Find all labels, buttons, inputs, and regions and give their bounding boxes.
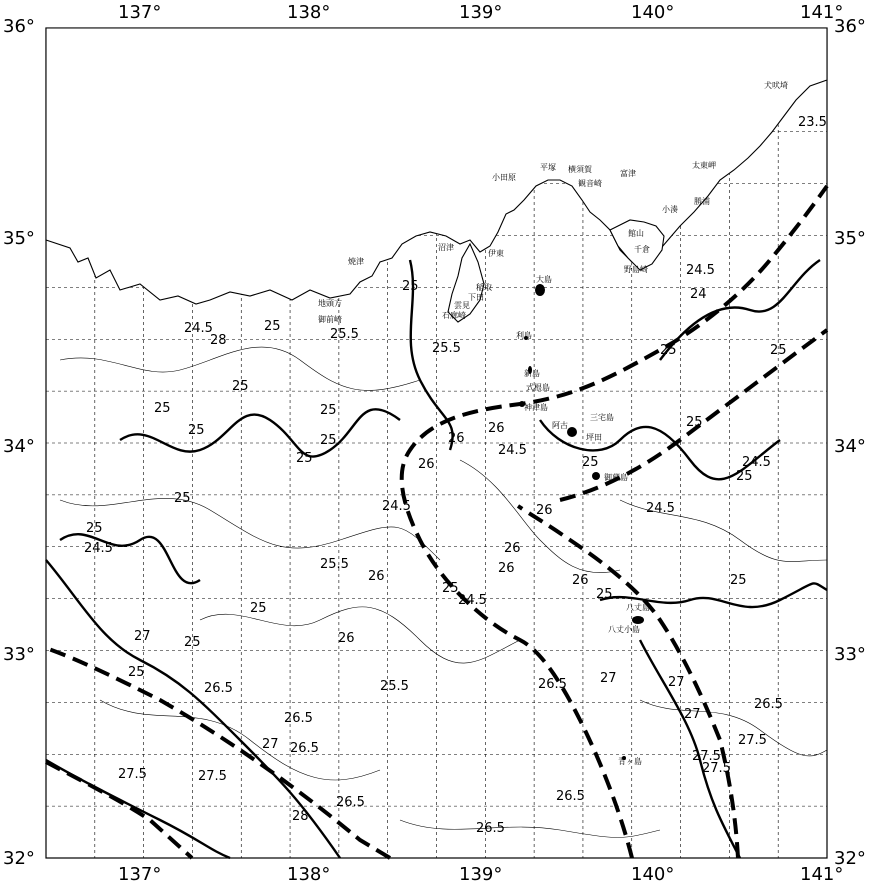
lat-label-right: 32°: [834, 848, 866, 869]
lon-label-bottom: 140°: [631, 864, 675, 885]
isotherm-label: 24.5: [458, 593, 487, 608]
isotherm-label: 27.5: [702, 761, 731, 776]
lat-label-right: 33°: [834, 644, 866, 665]
place-label-mikurajima: 御蔵島: [604, 473, 628, 482]
isotherm-label: 25: [402, 279, 419, 294]
isotherm-label: 26: [504, 541, 521, 556]
isotherm-label: 25: [184, 635, 201, 650]
isotherm-label: 25: [86, 521, 103, 536]
place-label-inatori: 稲取: [476, 283, 492, 292]
lon-label-top: 138°: [287, 2, 331, 23]
lon-label-bottom: 138°: [287, 864, 331, 885]
lon-label-bottom: 139°: [459, 864, 503, 885]
place-label-inubosaki: 犬吠埼: [764, 81, 788, 90]
place-label-shikinejima: 式根島: [526, 383, 550, 392]
isotherm-label: 25: [296, 451, 313, 466]
isotherm-label: 26.5: [284, 711, 313, 726]
lon-label-bottom: 137°: [118, 864, 162, 885]
isotherm-label: 27.5: [118, 767, 147, 782]
isotherm-label: 25.5: [330, 327, 359, 342]
isotherm-label: 27: [262, 737, 279, 752]
place-label-ito: 伊東: [488, 249, 504, 258]
place-label-hachijokojima: 八丈小島: [608, 625, 640, 634]
place-label-nojimazaki: 野島崎: [624, 265, 648, 274]
isotherm-label: 26: [338, 631, 355, 646]
isotherm-label: 26: [448, 431, 465, 446]
place-label-odawara: 小田原: [492, 173, 516, 182]
isotherm-label: 25: [660, 343, 677, 358]
isotherm-label: 24.5: [686, 263, 715, 278]
isotherm-label: 26.5: [476, 821, 505, 836]
isotherm-label: 25: [596, 587, 613, 602]
lat-label-right: 36°: [834, 16, 866, 37]
isotherm-line: [660, 260, 820, 360]
isotherm-label: 26: [498, 561, 515, 576]
mikurajima-island: [592, 472, 600, 480]
isotherm-label: 25: [320, 433, 337, 448]
place-label-kominato: 小湊: [662, 205, 678, 214]
isotherm-label: 25.5: [432, 341, 461, 356]
isotherm-label: 27.5: [198, 769, 227, 784]
place-label-numazu: 沼津: [438, 243, 454, 252]
lat-label-right: 35°: [834, 228, 866, 249]
place-label-ako: 阿古: [552, 421, 568, 430]
isotherm-label: 24: [690, 287, 707, 302]
isotherm-label: 24.5: [184, 321, 213, 336]
place-label-katsuura: 勝浦: [694, 197, 710, 206]
isotherm-label: 28: [292, 809, 309, 824]
isotherm-label: 26.5: [556, 789, 585, 804]
isotherm-label: 25: [264, 319, 281, 334]
place-label-toshima: 利島: [516, 331, 532, 340]
isotherm-label: 27: [668, 675, 685, 690]
lon-label-top: 141°: [800, 2, 844, 23]
lon-label-top: 140°: [631, 2, 675, 23]
place-label-kannonzaki: 観音崎: [578, 179, 602, 188]
place-label-shimoda: 下田: [468, 293, 484, 302]
isotherm-label: 25: [686, 415, 703, 430]
place-label-aogashima: 青ヶ島: [618, 757, 642, 766]
isotherm-label: 26: [488, 421, 505, 436]
isotherm-label: 26.5: [336, 795, 365, 810]
isotherm-line: [200, 607, 520, 663]
isotherm-label: 25: [730, 573, 747, 588]
place-label-irozaki: 石廊崎: [442, 311, 466, 320]
place-label-chitokata: 地頭方: [318, 299, 342, 308]
lat-label-left: 33°: [3, 644, 35, 665]
isotherm-label: 25: [736, 469, 753, 484]
lon-label-top: 139°: [459, 2, 503, 23]
isotherm-label: 26: [572, 573, 589, 588]
place-label-yokosuka: 横須賀: [568, 165, 592, 174]
isotherm-label: 24.5: [646, 501, 675, 516]
lat-label-left: 36°: [3, 16, 35, 37]
place-label-oshima: 大島: [536, 275, 552, 284]
isotherm-label: 26.5: [754, 697, 783, 712]
isotherm-label: 24.5: [498, 443, 527, 458]
place-label-tsubota: 坪田: [586, 433, 602, 442]
isotherm-label: 25: [582, 455, 599, 470]
isotherm-label: 25: [174, 491, 191, 506]
miyakejima-island: [567, 427, 577, 437]
current-axis: [46, 648, 390, 858]
isotherm-line: [640, 700, 827, 756]
isotherm-label: 25: [232, 379, 249, 394]
isotherm-label: 25.5: [320, 557, 349, 572]
isotherm-label: 27.5: [692, 749, 721, 764]
isotherm-label: 26: [418, 457, 435, 472]
isotherm-label: 27.5: [738, 733, 767, 748]
isotherm-label: 25: [188, 423, 205, 438]
isotherm-label: 25: [770, 343, 787, 358]
isotherm-line: [120, 409, 400, 456]
isotherm-label: 26: [368, 569, 385, 584]
isotherm-label: 27: [134, 629, 151, 644]
place-label-omaezaki: 御前崎: [318, 315, 342, 324]
isotherm-label: 28: [210, 333, 227, 348]
isotherm-label: 26.5: [290, 741, 319, 756]
lat-label-right: 34°: [834, 436, 866, 457]
isotherm-label: 25: [442, 581, 459, 596]
place-label-tateyama: 館山: [628, 229, 644, 238]
place-label-hachijojima: 八丈島: [626, 603, 650, 612]
isotherm-label: 26.5: [538, 677, 567, 692]
isotherm-label: 24.5: [742, 455, 771, 470]
isotherm-label: 25: [250, 601, 267, 616]
isotherm-label: 25: [154, 401, 171, 416]
place-label-yaizu: 焼津: [348, 257, 364, 266]
place-label-hiratsuka: 平塚: [540, 163, 556, 172]
place-label-taitomisaki: 太東岬: [692, 161, 716, 170]
place-label-chikura: 千倉: [634, 245, 650, 254]
isotherm-label: 24.5: [84, 541, 113, 556]
lon-label-bottom: 141°: [800, 864, 844, 885]
place-label-kumomi: 雲見: [454, 301, 470, 310]
isotherm-label: 24.5: [382, 499, 411, 514]
isotherm-label: 25.5: [380, 679, 409, 694]
lat-label-left: 35°: [3, 228, 35, 249]
isotherm-line: [60, 534, 200, 583]
hachijojima-island: [632, 616, 644, 624]
oshima-island: [535, 284, 545, 296]
isotherm-label: 26: [536, 503, 553, 518]
place-label-kozushima: 神津島: [524, 403, 548, 412]
lon-label-top: 137°: [118, 2, 162, 23]
isotherm-label: 26.5: [204, 681, 233, 696]
lat-label-left: 34°: [3, 436, 35, 457]
place-label-niijima: 新島: [524, 369, 540, 378]
place-label-miyakejima: 三宅島: [590, 413, 614, 422]
isotherm-label: 27: [684, 707, 701, 722]
isotherm-label: 25: [320, 403, 337, 418]
isotherm-label: 23.5: [798, 115, 827, 130]
isotherm-label: 25: [128, 665, 145, 680]
isotherm-label: 27: [600, 671, 617, 686]
place-label-tomitsu: 富津: [620, 169, 636, 178]
lat-label-left: 32°: [3, 848, 35, 869]
